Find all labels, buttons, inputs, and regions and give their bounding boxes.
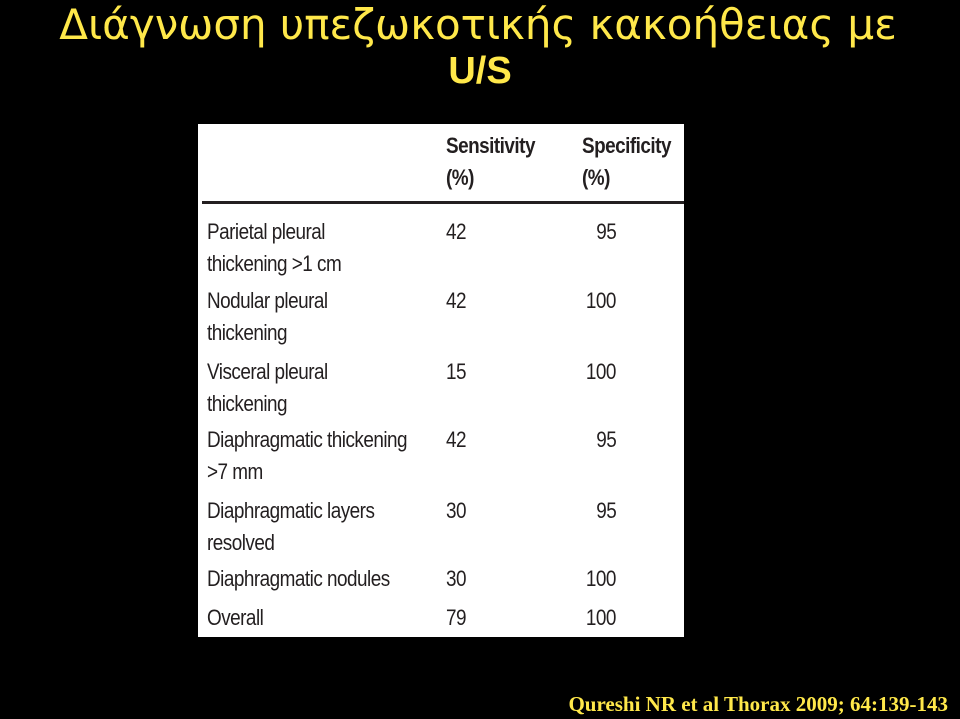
row-label: Nodular pleural <box>207 288 328 313</box>
sensitivity-value: 30 <box>446 566 467 591</box>
slide-title-line-2: U/S <box>448 50 512 92</box>
slide-title-line-1: Διάγνωση υπεζωκοτικής κακοήθειας με <box>59 0 897 49</box>
specificity-value: 100 <box>585 566 616 591</box>
sensitivity-value: 79 <box>446 605 467 630</box>
specificity-value: 100 <box>585 288 616 313</box>
header-divider <box>202 201 684 204</box>
specificity-value: 100 <box>585 359 616 384</box>
row-label: Parietal pleural <box>207 219 325 244</box>
row-label-continued: thickening <box>207 320 288 345</box>
diagnostic-accuracy-table <box>198 124 684 637</box>
row-label: Overall <box>207 605 264 630</box>
row-label-continued: resolved <box>207 530 275 555</box>
source-citation: Qureshi NR et al Thorax 2009; 64:139-143 <box>568 692 948 716</box>
row-label-continued: thickening <box>207 391 288 416</box>
sensitivity-value: 15 <box>446 359 467 384</box>
column-header-specificity: Specificity <box>582 133 671 158</box>
row-label-continued: >7 mm <box>207 459 263 484</box>
row-label: Diaphragmatic nodules <box>207 566 390 591</box>
row-label-continued: thickening >1 cm <box>207 251 342 276</box>
row-label: Diaphragmatic thickening <box>207 427 408 452</box>
specificity-value: 100 <box>585 605 616 630</box>
sensitivity-value: 42 <box>446 288 467 313</box>
row-label: Visceral pleural <box>207 359 328 384</box>
column-header-specificity-unit: (%) <box>582 165 610 190</box>
row-label: Diaphragmatic layers <box>207 498 375 523</box>
sensitivity-value: 30 <box>446 498 467 523</box>
specificity-value: 95 <box>595 498 616 523</box>
sensitivity-value: 42 <box>446 219 467 244</box>
column-header-sensitivity: Sensitivity <box>446 133 535 158</box>
slide-title <box>0 2 960 94</box>
column-header-sensitivity-unit: (%) <box>446 165 474 190</box>
sensitivity-value: 42 <box>446 427 467 452</box>
specificity-value: 95 <box>595 219 616 244</box>
specificity-value: 95 <box>595 427 616 452</box>
